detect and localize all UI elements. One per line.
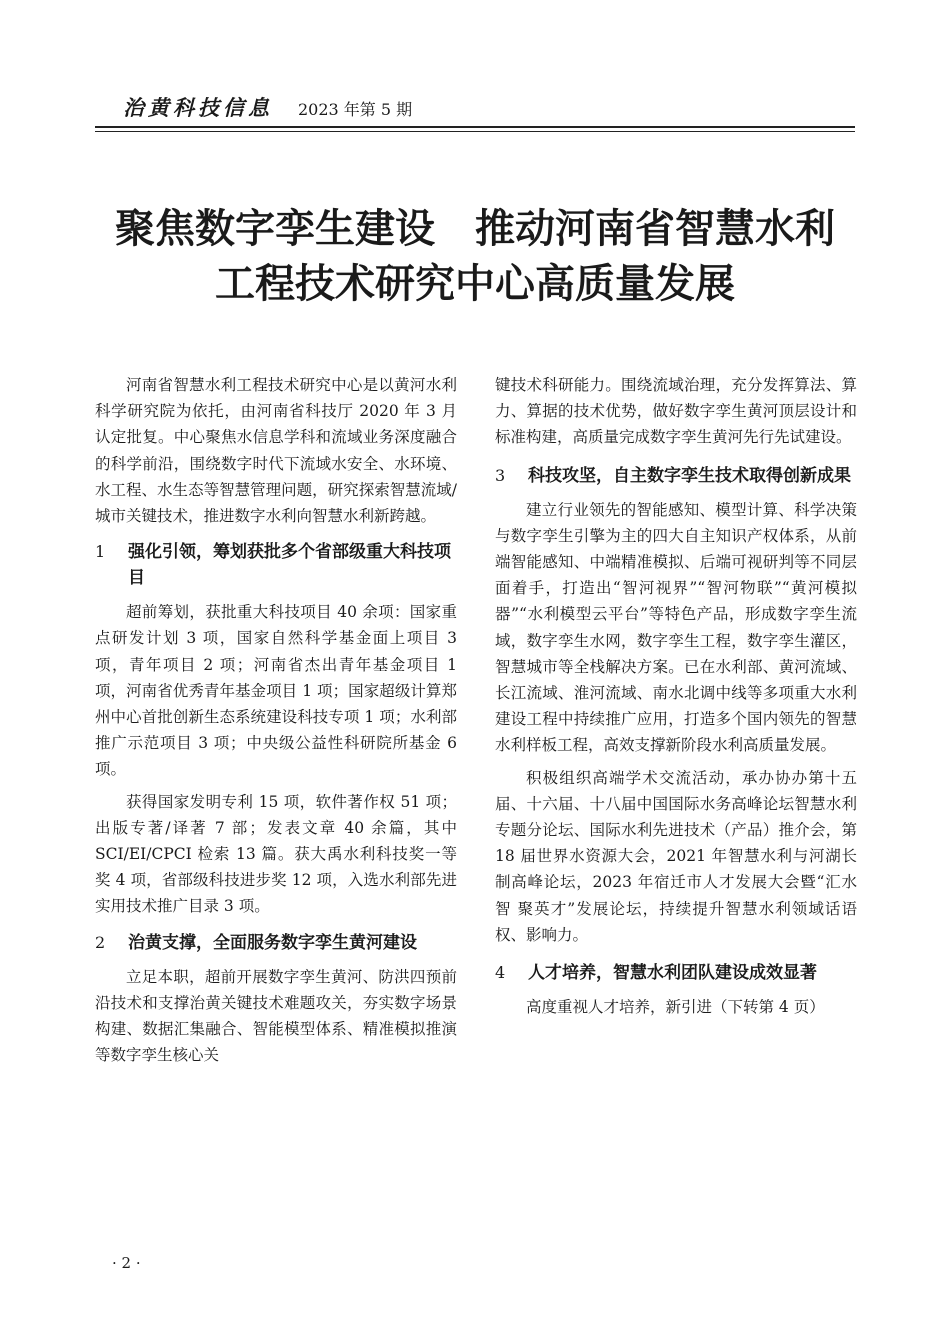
section-heading-1	[95, 539, 457, 591]
page-number: · 2 ·	[112, 1254, 141, 1272]
section-heading-text: 科技攻坚，自主数字孪生技术取得创新成果	[528, 465, 851, 486]
section-number: 3	[495, 465, 506, 485]
right-column	[495, 372, 857, 1020]
left-column	[95, 372, 457, 1068]
section-number: 1	[95, 542, 106, 562]
journal-name: 治黄科技信息	[123, 95, 273, 120]
body-paragraph: 立足本职，超前开展数字孪生黄河、防洪四预前沿技术和支撑治黄关键技术难题攻关，夯实数字场景构建、数据汇集融合、智能模型体系、精准模拟推演等数字孪生核心关	[95, 967, 457, 1065]
section-heading-4	[495, 960, 857, 986]
header-rule-thin	[95, 131, 855, 132]
header-rule-thick	[95, 126, 855, 128]
issue-label: 2023 年第 5 期	[298, 100, 413, 119]
body-paragraph: 高度重视人才培养，新引进（下转第 4 页）	[526, 998, 825, 1017]
section-heading-2	[95, 930, 457, 956]
body-paragraph: 超前筹划，获批重大科技项目 40 余项：国家重点研发计划 3 项，国家自然科学基金面上项目 3 项，青年项目 2 项；河南省杰出青年基金项目 1 项，河南省优秀青年基金项目 1 项；国家超级计算郑州中心首批创新生态系统建设科技专项 1 项；水利部推广示范项目 3 项；中央级公益性科研院所基金 6 项。	[95, 603, 457, 779]
section-heading-text: 人才培养，智慧水利团队建设成效显著	[528, 963, 817, 984]
body-paragraph: 积极组织高端学术交流活动，承办协办第十五届、十六届、十八届中国国际水务高峰论坛智慧水利专题分论坛、国际水利先进技术（产品）推介会，第 18 届世界水资源大会，2021 年智慧水利与河湖长制高峰论坛，2023 年宿迁市人才发展大会暨“汇水智 聚英才”发展论坛，持续提升智慧水利领域话语权、影响力。	[495, 768, 857, 944]
section-heading-text: 治黄支撑，全面服务数字孪生黄河建设	[128, 932, 417, 953]
article-title	[80, 202, 870, 312]
section-heading-3	[495, 463, 857, 489]
section-number: 4	[495, 963, 506, 983]
title-line-2: 工程技术研究中心高质量发展	[215, 261, 735, 307]
title-line-1: 聚焦数字孪生建设 推动河南省智慧水利	[115, 206, 835, 252]
intro-paragraph: 河南省智慧水利工程技术研究中心是以黄河水利科学研究院为依托，由河南省科技厅 2020 年 3 月认定批复。中心聚焦水信息学科和流域业务深度融合的科学前沿，围绕数字时代下流域水安全、水环境、水工程、水生态等智慧管理问题，研究探索智慧流域/城市关键技术，推进数字水利向智慧水利新跨越。	[95, 376, 457, 526]
section-number: 2	[95, 932, 106, 952]
body-paragraph: 获得国家发明专利 15 项，软件著作权 51 项；出版专著/译著 7 部；发表文章 40 余篇，其中 SCI/EI/CPCI 检索 13 篇。获大禹水利科技奖一等奖 4 项，省部级科技进步奖 12 项，入选水利部先进实用技术推广目录 3 项。	[95, 792, 457, 916]
running-header	[95, 88, 855, 124]
section-heading-text: 强化引领，筹划获批多个省部级重大科技项目	[128, 542, 451, 589]
body-paragraph: 建立行业领先的智能感知、模型计算、科学决策与数字孪生引擎为主的四大自主知识产权体系，从前端智能感知、中端精准模拟、后端可视研判等不同层面着手，打造出“智河视界”“智河物联”“黄河模拟器”“水利模型云平台”等特色产品，形成数字孪生流域，数字孪生水网，数字孪生工程，数字孪生灌区，智慧城市等全栈解决方案。已在水利部、黄河流域、长江流域、淮河流域、南水北调中线等多项重大水利建设工程中持续推广应用，打造多个国内领先的智慧水利样板工程，高效支撑新阶段水利高质量发展。	[495, 500, 857, 755]
body-paragraph-continued: 键技术科研能力。围绕流域治理，充分发挥算法、算力、算据的技术优势，做好数字孪生黄河顶层设计和标准构建，高质量完成数字孪生黄河先行先试建设。	[495, 376, 857, 447]
